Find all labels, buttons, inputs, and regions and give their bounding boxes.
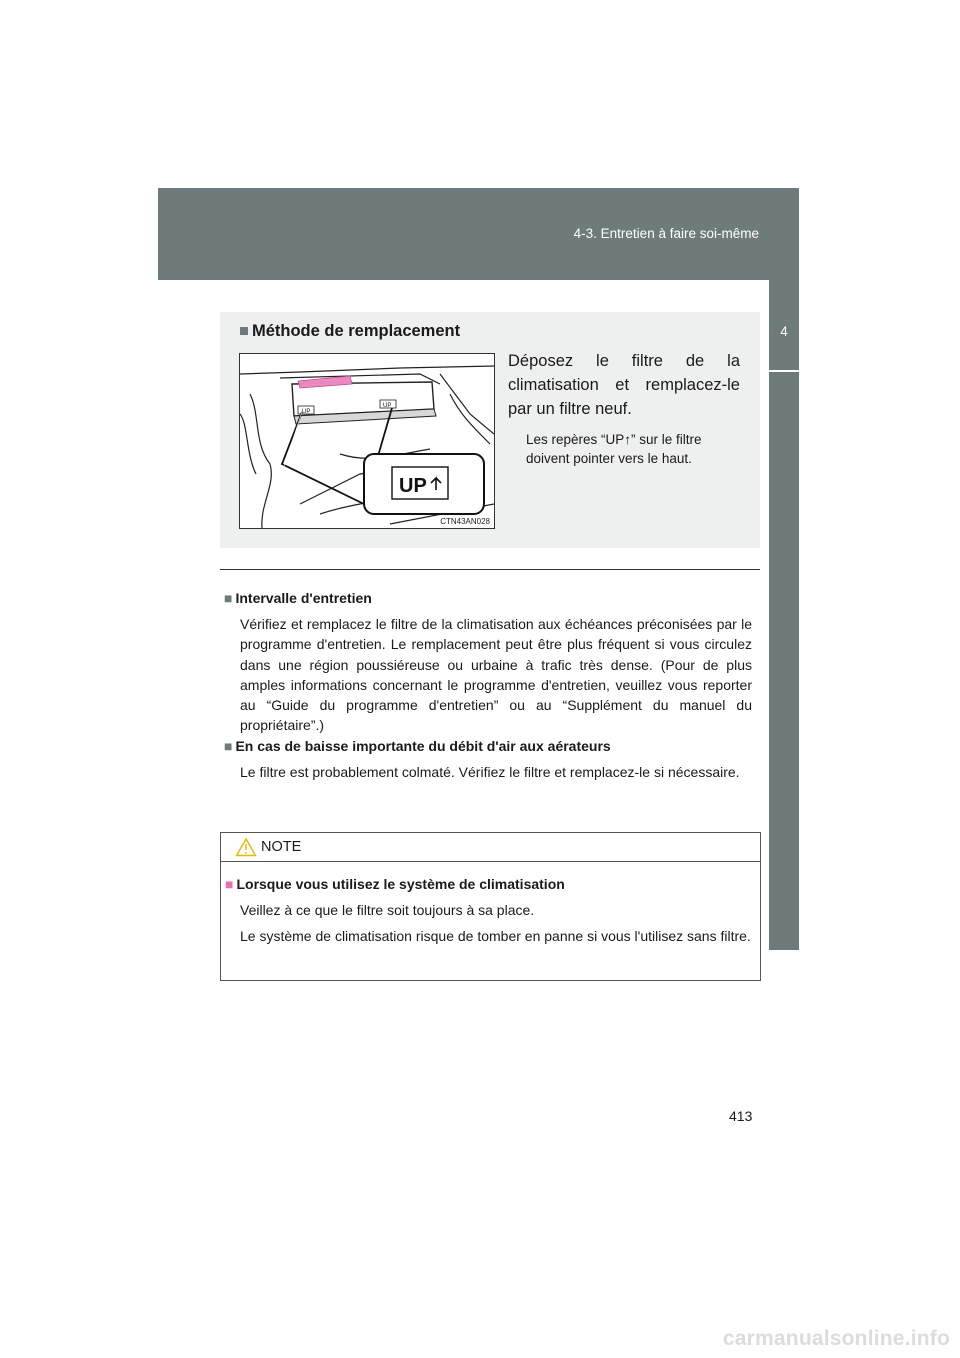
note-title: NOTE: [261, 839, 302, 855]
chapter-number: 4: [780, 324, 788, 339]
section-divider: [220, 569, 760, 570]
method-instruction: Déposez le filtre de la climatisation et remplacez-le par un filtre neuf.: [508, 352, 740, 418]
filter-drawing: [240, 354, 494, 528]
filter-illustration: [239, 353, 495, 529]
chapter-tab: [769, 280, 799, 950]
airflow-heading: ■ En cas de baisse importante du débit d'air aux aérateurs: [224, 738, 611, 754]
note-box: [220, 832, 761, 981]
note-title-row: [221, 833, 760, 862]
note-line: Le système de climatisation risque de tomber en panne si vous l'utilisez sans filtre.: [240, 928, 751, 944]
page-number: 413: [729, 1108, 753, 1124]
airflow-body: Le filtre est probablement colmaté. Vérifiez le filtre et remplacez-le si nécessaire.: [240, 764, 740, 780]
warning-icon: [235, 837, 257, 857]
square-bullet-icon: ■: [224, 590, 233, 606]
watermark: carmanualsonline.info: [722, 1327, 950, 1350]
square-bullet-icon: ■: [225, 876, 234, 892]
method-note: Les repères “UP↑” sur le filtre doivent pointer vers le haut.: [526, 432, 702, 466]
interval-body: Vérifiez et remplacez le filtre de la climatisation aux échéances préconisées par le programme d'entretien. Le remplacement peut être plus fréquent si vous circulez dans une région poussiéreuse ou urbaine à trafic très dense. (Pour de plus amples informations concernant le programme d'entretien, veuillez vous reporter au “Guide du programme d'entretien” ou au “Supplément du manuel du propriétaire”.): [240, 616, 752, 734]
note-heading: ■ Lorsque vous utilisez le système de climatisation: [225, 876, 565, 892]
section-title: 4-3. Entretien à faire soi-même: [573, 226, 759, 241]
square-bullet-icon: ■: [239, 322, 249, 340]
interval-heading: ■ Intervalle d'entretien: [224, 590, 372, 606]
method-box: [220, 312, 760, 548]
tab-divider: [769, 370, 799, 372]
square-bullet-icon: ■: [224, 738, 233, 754]
svg-text:UP: UP: [302, 409, 311, 415]
svg-text:UP: UP: [383, 403, 392, 409]
method-heading: ■ Méthode de remplacement: [239, 322, 461, 340]
header-band: [158, 188, 799, 280]
chapter-label: Entretien et soin: [9, 718, 24, 816]
note-line: Veillez à ce que le filtre soit toujours à sa place.: [240, 902, 535, 918]
svg-text:UP: UP: [399, 475, 427, 497]
figure-code: CTN43AN028: [440, 517, 490, 526]
